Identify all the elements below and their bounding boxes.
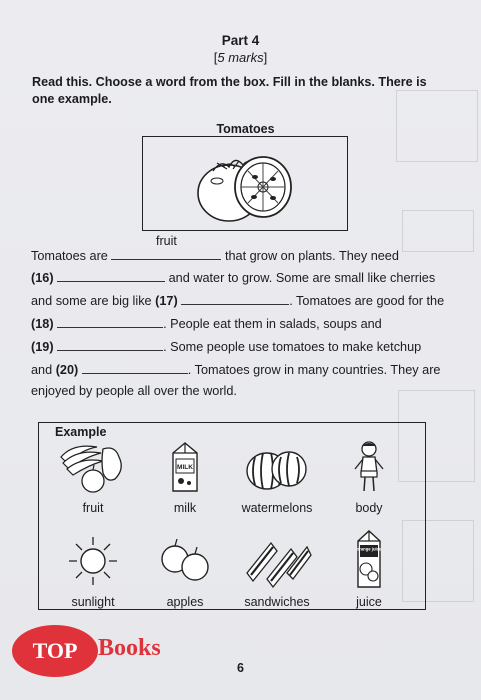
sun-icon xyxy=(63,533,123,589)
sandwich-icon xyxy=(237,533,317,589)
word-fruit: fruit xyxy=(82,501,104,515)
passage-line-7: enjoyed by people all over the world. xyxy=(31,384,237,398)
question-19-number: (19) xyxy=(31,340,54,354)
question-18-number: (18) xyxy=(31,317,54,331)
word-card-sunlight xyxy=(45,533,141,613)
question-20-number: (20) xyxy=(55,363,79,377)
word-card-juice xyxy=(321,529,417,613)
word-box xyxy=(38,422,426,610)
answer-blank-16[interactable] xyxy=(57,269,165,282)
instructions: Read this. Choose a word from the box. Fill in the blanks. There is one example. xyxy=(32,75,427,106)
juice-carton-icon xyxy=(344,529,394,589)
tomato-picture-box xyxy=(142,136,348,231)
word-juice: juice xyxy=(356,595,382,609)
question-17-number: (17) xyxy=(155,294,178,308)
word-card-watermelons xyxy=(229,439,325,519)
answer-blank-19[interactable] xyxy=(57,338,163,351)
word-apples: apples xyxy=(166,595,204,609)
passage-line-6: and (20) . Tomatoes grow in many countries. They are xyxy=(31,363,441,377)
svg-text:MILK: MILK xyxy=(177,464,193,471)
word-card-body xyxy=(321,439,417,519)
fruit-icon xyxy=(53,439,133,495)
part-heading: Part 4 xyxy=(221,33,260,48)
marks-label: [5 marks] xyxy=(213,50,268,65)
passage-line-2: (16) and water to grow. Some are small like cherries xyxy=(31,271,436,285)
word-box-title: Example xyxy=(55,425,107,439)
page-number: 6 xyxy=(237,661,244,675)
word-watermelons: watermelons xyxy=(241,501,313,515)
example-answer: fruit xyxy=(155,234,177,248)
apples-icon xyxy=(155,533,215,589)
passage-title: Tomatoes xyxy=(216,122,275,136)
watermark-brand: Books xyxy=(98,635,161,661)
watermark-logo: TOP xyxy=(12,625,98,677)
word-card-fruit xyxy=(45,439,141,519)
passage-line-4: (18) . People eat them in salads, soups and xyxy=(31,317,382,331)
answer-blank-20[interactable] xyxy=(82,361,188,374)
word-card-sandwiches xyxy=(229,533,325,613)
answer-blank-18[interactable] xyxy=(57,315,163,328)
boy-icon xyxy=(349,439,389,495)
question-16-number: (16) xyxy=(31,271,54,285)
milk-carton-icon xyxy=(155,439,215,495)
watermelon-icon xyxy=(237,439,317,495)
word-card-apples xyxy=(137,533,233,613)
word-sunlight: sunlight xyxy=(71,595,115,609)
passage-line-3: and some are big like (17) . Tomatoes are good for the xyxy=(31,294,445,308)
answer-blank-17[interactable] xyxy=(181,292,289,305)
passage-line-1: Tomatoes are fruit that grow on plants. They need xyxy=(31,234,399,263)
juice-carton-text: orange juice xyxy=(356,546,382,552)
word-sandwiches: sandwiches xyxy=(244,595,310,609)
example-blank xyxy=(111,234,221,260)
tomato-icon xyxy=(193,141,297,227)
word-milk: milk xyxy=(173,501,197,515)
topbooks-watermark xyxy=(12,625,192,677)
word-body: body xyxy=(355,501,383,515)
word-card-milk xyxy=(137,439,233,519)
passage-line-5: (19) . Some people use tomatoes to make ketchup xyxy=(31,340,422,354)
